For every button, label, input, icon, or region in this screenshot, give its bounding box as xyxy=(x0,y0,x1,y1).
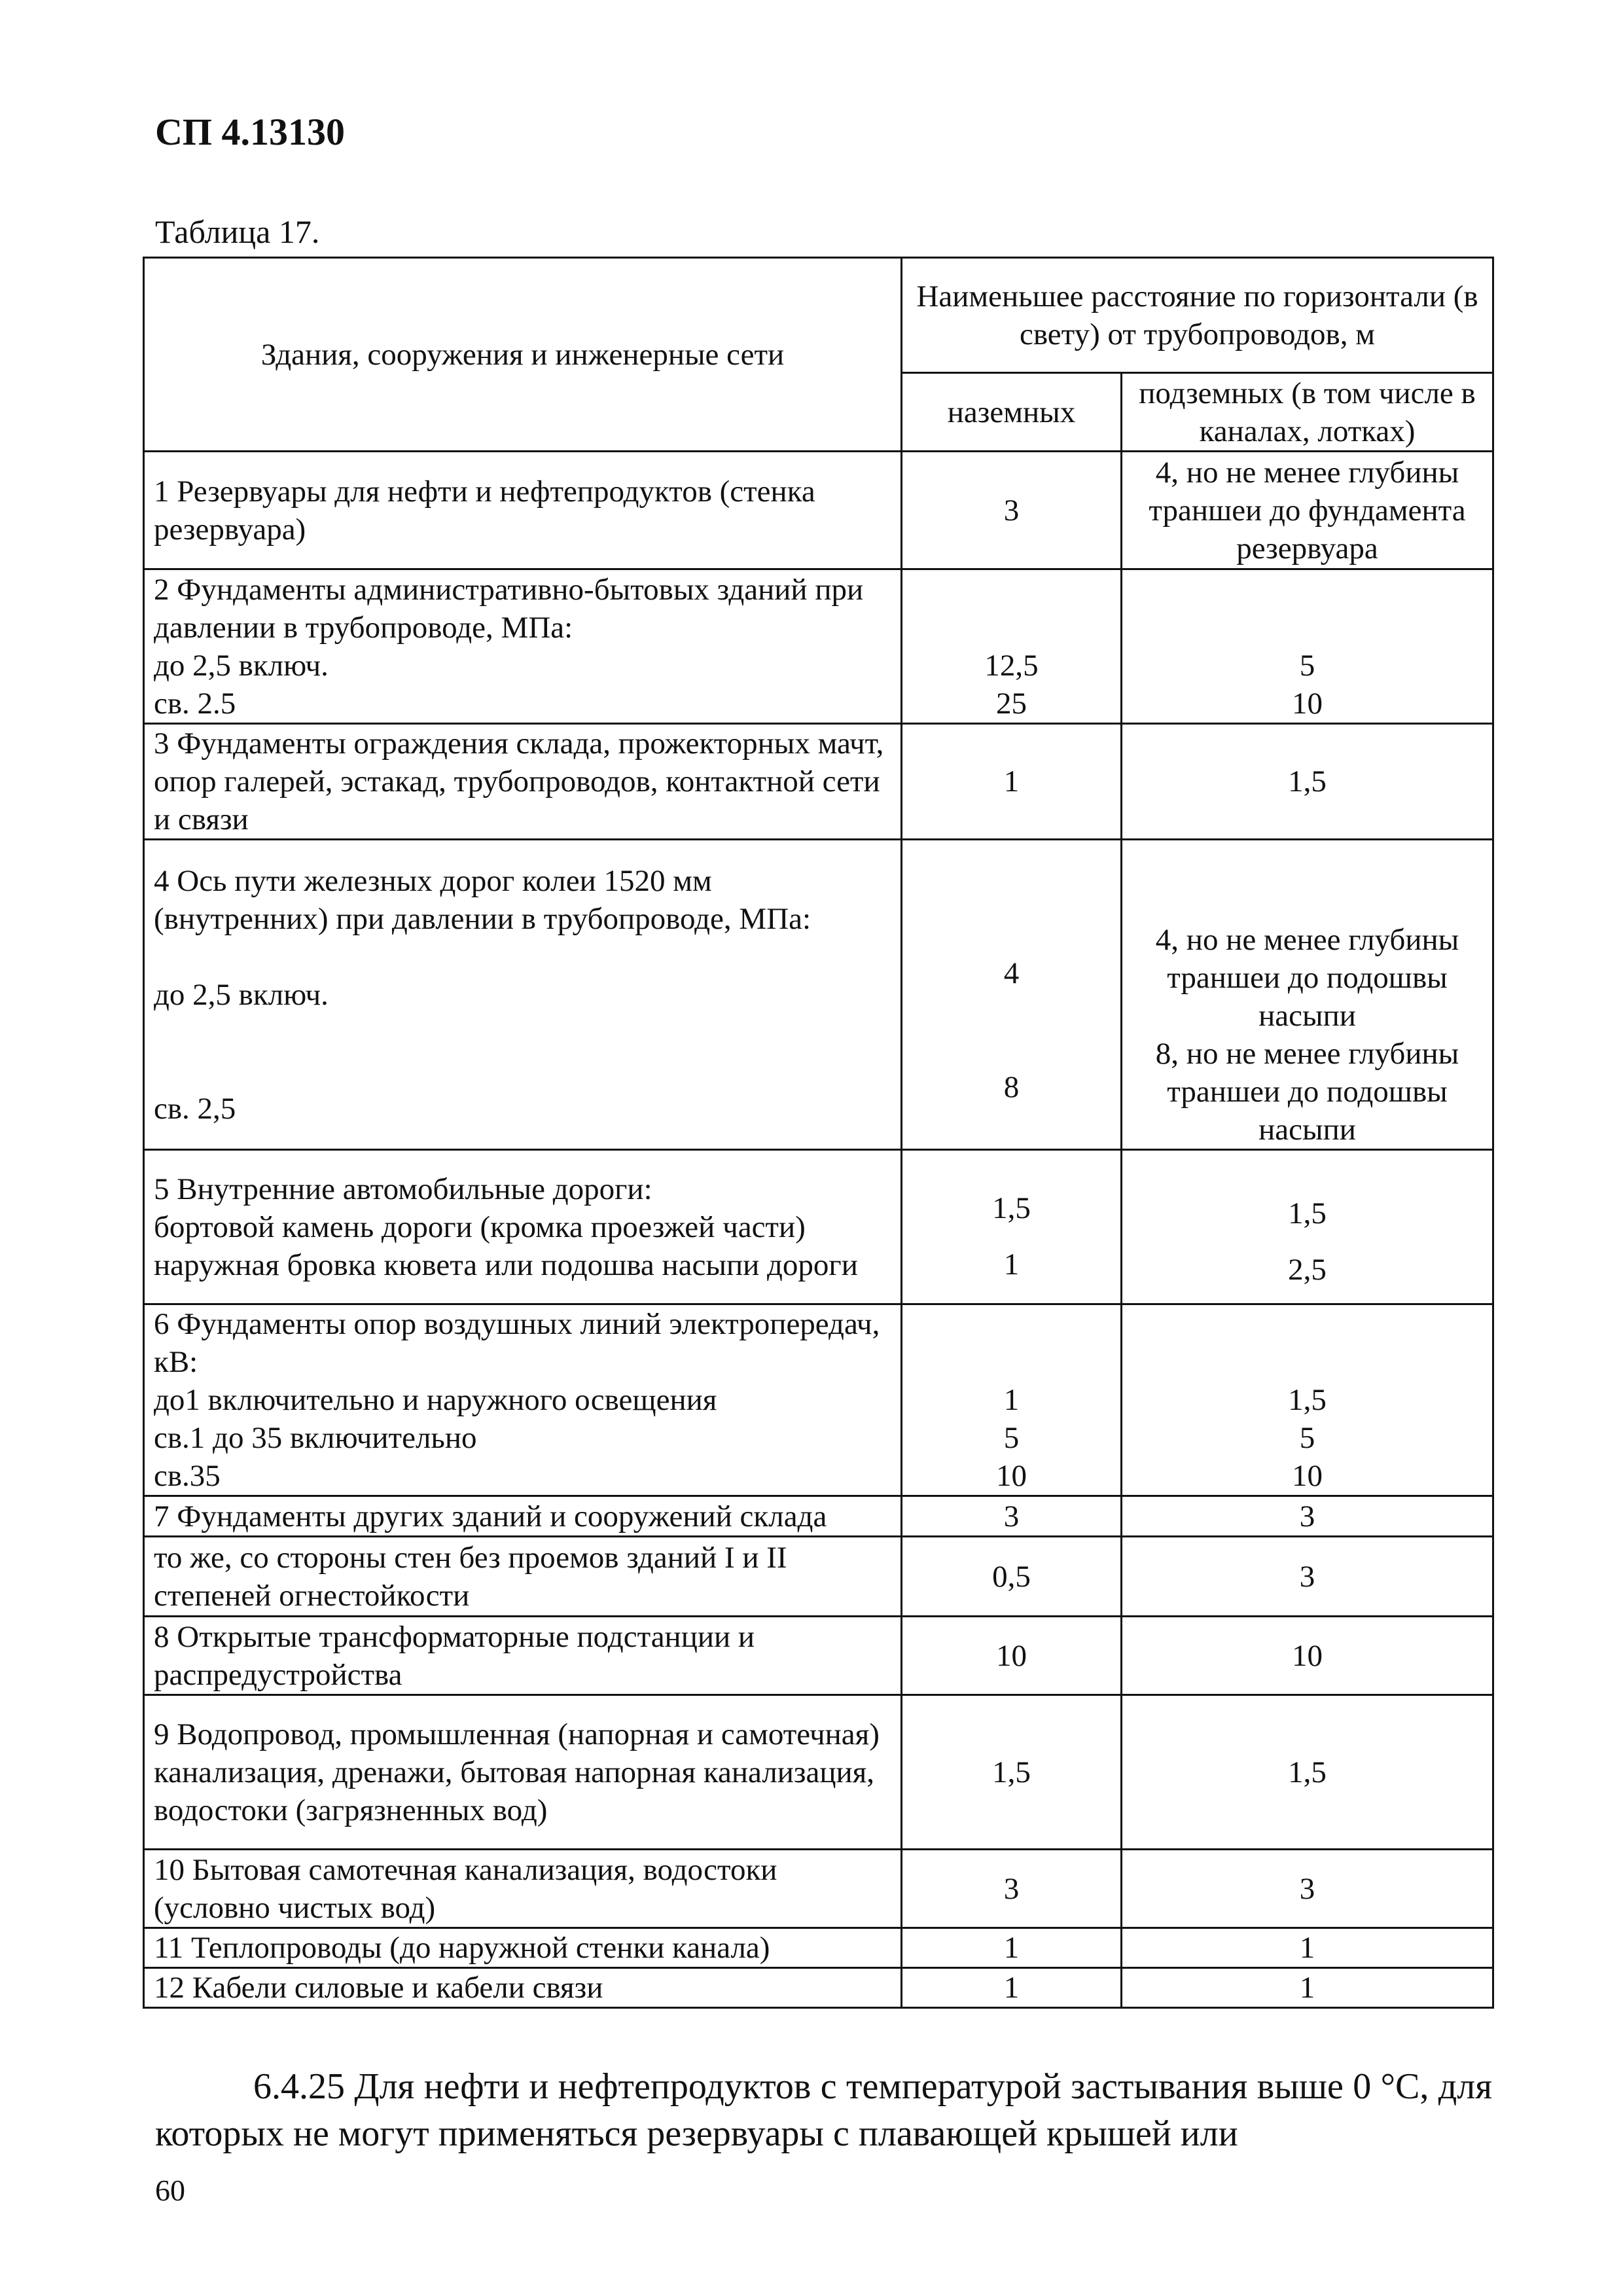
row-name: 7 Фундаменты других зданий и сооружений склада xyxy=(144,1496,902,1537)
table-row xyxy=(144,1928,1493,1968)
underground-value: 5 10 xyxy=(1122,569,1493,724)
row-name: 6 Фундаменты опор воздушных линий электропередач, кВ: до1 включительно и наружного освещения св.1 до 35 включительно св.35 xyxy=(144,1304,902,1496)
header-min-distance: Наименьшее расстояние по горизонтали (в свету) от трубопроводов, м xyxy=(902,258,1493,373)
table-row xyxy=(144,1850,1493,1928)
surface-value: 10 xyxy=(902,1617,1122,1695)
underground-value: 3 xyxy=(1122,1850,1493,1928)
surface-value: 1 xyxy=(902,724,1122,840)
surface-value: 1 5 10 xyxy=(902,1304,1122,1496)
row-name: то же, со стороны стен без проемов зданий I и II степеней огнестойкости xyxy=(144,1537,902,1617)
table-row xyxy=(144,724,1493,840)
table-row xyxy=(144,569,1493,724)
row-name: 3 Фундаменты ограждения склада, прожекторных мачт, опор галерей, эстакад, трубопроводов, контактной сети и связи xyxy=(144,724,902,840)
underground-value: 10 xyxy=(1122,1617,1493,1695)
surface-value: 3 xyxy=(902,1496,1122,1537)
underground-value: 1 xyxy=(1122,1928,1493,1968)
underground-value: 1,5 5 10 xyxy=(1122,1304,1493,1496)
body-paragraph: 6.4.25 Для нефти и нефтепродуктов с температурой застывания выше 0 °С, для которых не могут применяться резервуары с плавающей крышей или xyxy=(155,2066,1492,2154)
table-row xyxy=(144,1496,1493,1537)
table-row xyxy=(144,1537,1493,1617)
underground-value: 4, но не менее глубины траншеи до фундамента резервуара xyxy=(1122,452,1493,569)
surface-value: 3 xyxy=(902,452,1122,569)
surface-value: 12,5 25 xyxy=(902,569,1122,724)
surface-value: 1 xyxy=(902,1928,1122,1968)
row-name: 8 Открытые трансформаторные подстанции и распредустройства xyxy=(144,1617,902,1695)
table-row xyxy=(144,1304,1493,1496)
row-name: 4 Ось пути железных дорог колеи 1520 мм (внутренних) при давлении в трубопроводе, МПа: до 2,5 включ. св. 2,5 xyxy=(144,840,902,1150)
header-underground: подземных (в том числе в каналах, лотках) xyxy=(1122,373,1493,452)
underground-value: 1,5 2,5 xyxy=(1122,1150,1493,1304)
surface-value: 4 8 xyxy=(902,840,1122,1150)
row-name: 12 Кабели силовые и кабели связи xyxy=(144,1968,902,2008)
underground-value: 4, но не менее глубины траншеи до подошвы насыпи 8, но не менее глубины траншеи до подошвы насыпи xyxy=(1122,840,1493,1150)
surface-value: 1,5 xyxy=(902,1695,1122,1850)
table-caption: Таблица 17. xyxy=(155,213,320,250)
surface-value: 1 xyxy=(902,1968,1122,2008)
row-name: 9 Водопровод, промышленная (напорная и самотечная) канализация, дренажи, бытовая напорная канализация, водостоки (загрязненных вод) xyxy=(144,1695,902,1850)
underground-value: 3 xyxy=(1122,1537,1493,1617)
table-row xyxy=(144,1968,1493,2008)
row-name: 1 Резервуары для нефти и нефтепродуктов (стенка резервуара) xyxy=(144,452,902,569)
document-code: СП 4.13130 xyxy=(155,111,345,153)
row-name: 10 Бытовая самотечная канализация, водостоки (условно чистых вод) xyxy=(144,1850,902,1928)
underground-value: 1 xyxy=(1122,1968,1493,2008)
underground-value: 1,5 xyxy=(1122,724,1493,840)
table-row xyxy=(144,1695,1493,1850)
header-surface: наземных xyxy=(902,373,1122,452)
row-name: 5 Внутренние автомобильные дороги: бортовой камень дороги (кромка проезжей части) наружная бровка кювета или подошва насыпи дороги xyxy=(144,1150,902,1304)
table-row xyxy=(144,1150,1493,1304)
surface-value: 3 xyxy=(902,1850,1122,1928)
surface-value: 0,5 xyxy=(902,1537,1122,1617)
table-row xyxy=(144,1617,1493,1695)
surface-value: 1,5 1 xyxy=(902,1150,1122,1304)
distance-table xyxy=(143,257,1494,2009)
page-number: 60 xyxy=(155,2174,185,2207)
header-objects: Здания, сооружения и инженерные сети xyxy=(144,258,902,452)
underground-value: 3 xyxy=(1122,1496,1493,1537)
table-row xyxy=(144,452,1493,569)
row-name: 11 Теплопроводы (до наружной стенки канала) xyxy=(144,1928,902,1968)
table-row xyxy=(144,840,1493,1150)
row-name: 2 Фундаменты административно-бытовых зданий при давлении в трубопроводе, МПа: до 2,5 включ. св. 2.5 xyxy=(144,569,902,724)
underground-value: 1,5 xyxy=(1122,1695,1493,1850)
